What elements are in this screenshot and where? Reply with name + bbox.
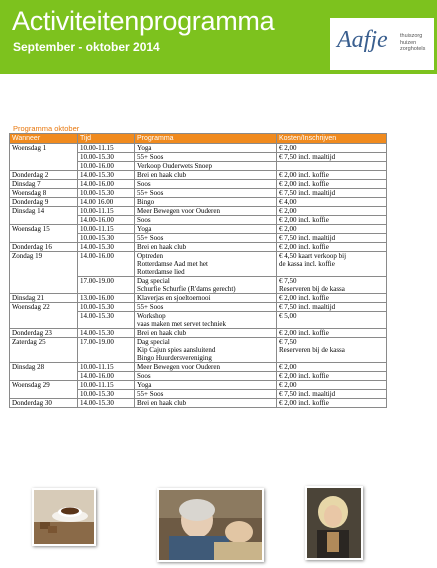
cell-cost: € 7,50 incl. maaltijd	[277, 153, 387, 162]
cell-wanneer: Woensdag 29	[10, 381, 78, 399]
cell-program: Meer Bewegen voor Ouderen	[135, 363, 277, 372]
logo-tagline: thuiszorg huizen zorghotels	[400, 33, 426, 52]
cell-wanneer: Donderdag 23	[10, 329, 78, 338]
cell-wanneer: Zondag 19	[10, 252, 78, 294]
table-row	[10, 144, 387, 153]
cell-program: Brei en haak club	[135, 329, 277, 338]
table-row	[10, 198, 387, 207]
cell-wanneer: Donderdag 16	[10, 243, 78, 252]
cell-cost: € 2,00 incl. koffie	[277, 171, 387, 180]
table-row	[10, 381, 387, 390]
cell-time: 10.00-11.15	[78, 363, 135, 372]
column-header-programma: Programma	[135, 134, 277, 144]
cell-program: Soos	[135, 216, 277, 225]
cell-program: Soos	[135, 180, 277, 189]
cell-time: 17.00-19.00	[78, 277, 135, 294]
cell-wanneer: Woensdag 8	[10, 189, 78, 198]
logo-wordmark: Aafje	[337, 27, 388, 53]
cell-cost: € 7,50 incl. maaltijd	[277, 234, 387, 243]
cell-time: 10.00-15.30	[78, 153, 135, 162]
cell-time: 14.00-16.00	[78, 372, 135, 381]
cell-program: Workshop vaas maken met servet techniek	[135, 312, 277, 329]
cell-wanneer: Dinsdag 14	[10, 207, 78, 225]
cell-cost: € 2,00 incl. koffie	[277, 216, 387, 225]
table-row	[10, 225, 387, 234]
cell-program: Dag special Schurfie Schurfie (R'dams gerecht)	[135, 277, 277, 294]
cell-time: 14.00-15.30	[78, 243, 135, 252]
cell-program: Dag special Kip Cajun spies aansluitend Bingo Huurdersvereniging	[135, 338, 277, 363]
page-title: Activiteitenprogramma	[12, 6, 275, 36]
column-header-wanneer: Wanneer	[10, 134, 78, 144]
cell-program: Yoga	[135, 144, 277, 153]
program-table	[9, 133, 387, 408]
cell-program: Yoga	[135, 381, 277, 390]
aafje-logo	[330, 18, 434, 70]
header-banner	[0, 0, 437, 74]
cell-time: 14.00-16.00	[78, 252, 135, 277]
table-row	[10, 189, 387, 198]
cell-time: 10.00-11.15	[78, 381, 135, 390]
table-row	[10, 207, 387, 216]
singer-photo	[305, 486, 363, 560]
cell-time: 14.00-15.30	[78, 312, 135, 329]
table-row	[10, 294, 387, 303]
cell-cost: € 2,00	[277, 144, 387, 153]
cell-time: 10.00-11.15	[78, 207, 135, 216]
cell-time: 14.00-15.30	[78, 171, 135, 180]
cell-time: 13.00-16.00	[78, 294, 135, 303]
table-row	[10, 303, 387, 312]
cell-time: 10.00-15.30	[78, 390, 135, 399]
table-row	[10, 252, 387, 277]
cell-program: Brei en haak club	[135, 171, 277, 180]
cell-time: 10.00-15.30	[78, 303, 135, 312]
cell-cost: € 2,00 incl. koffie	[277, 180, 387, 189]
table-row	[10, 338, 387, 363]
cell-wanneer: Dinsdag 7	[10, 180, 78, 189]
cell-program: Optreden Rotterdamse Aad met het Rotterdamse lied	[135, 252, 277, 277]
cell-wanneer: Woensdag 1	[10, 144, 78, 171]
cell-cost: € 2,00 incl. koffie	[277, 372, 387, 381]
cell-program: Yoga	[135, 225, 277, 234]
cell-wanneer: Woensdag 15	[10, 225, 78, 243]
cell-cost: € 4,50 kaart verkoop bij de kassa incl. koffie	[277, 252, 387, 277]
cell-cost: € 2,00 incl. koffie	[277, 329, 387, 338]
cell-wanneer: Dinsdag 28	[10, 363, 78, 381]
cell-cost: € 7,50 Reserveren bij de kassa	[277, 277, 387, 294]
table-row	[10, 180, 387, 189]
cell-time: 14.00-16.00	[78, 180, 135, 189]
cell-wanneer: Dinsdag 21	[10, 294, 78, 303]
cell-program: Brei en haak club	[135, 243, 277, 252]
column-header-tijd: Tijd	[78, 134, 135, 144]
cell-cost: € 2,00	[277, 381, 387, 390]
table-header-row	[10, 134, 387, 144]
cell-cost: € 2,00	[277, 225, 387, 234]
table-row	[10, 171, 387, 180]
cell-program: Meer Bewegen voor Ouderen	[135, 207, 277, 216]
cell-cost: € 7,50 Reserveren bij de kassa	[277, 338, 387, 363]
cell-cost: € 5,00	[277, 312, 387, 329]
cell-cost: € 2,00 incl. koffie	[277, 399, 387, 408]
section-title: Programma oktober	[13, 124, 80, 133]
cell-time: 10.00-15.30	[78, 234, 135, 243]
cell-cost: € 2,00 incl. koffie	[277, 294, 387, 303]
cell-program: 55+ Soos	[135, 189, 277, 198]
page-subtitle: September - oktober 2014	[13, 40, 160, 54]
cell-program: 55+ Soos	[135, 153, 277, 162]
table-body	[10, 144, 387, 408]
cell-time: 10.00-15.30	[78, 189, 135, 198]
elderly-bingo-photo	[157, 488, 264, 562]
cell-cost: € 2,00	[277, 207, 387, 216]
cell-program: 55+ Soos	[135, 390, 277, 399]
cell-wanneer: Woensdag 22	[10, 303, 78, 329]
cell-program: Bingo	[135, 198, 277, 207]
cell-time: 10.00-11.15	[78, 144, 135, 153]
cell-time: 17.00-19.00	[78, 338, 135, 363]
cell-time: 10.00-11.15	[78, 225, 135, 234]
cell-program: Soos	[135, 372, 277, 381]
cell-cost: € 7,50 incl. maaltijd	[277, 189, 387, 198]
cell-time: 10.00-16.00	[78, 162, 135, 171]
cell-program: Brei en haak club	[135, 399, 277, 408]
cell-wanneer: Donderdag 9	[10, 198, 78, 207]
cell-cost: € 4,00	[277, 198, 387, 207]
cell-wanneer: Zaterdag 25	[10, 338, 78, 363]
cell-time: 14.00-16.00	[78, 216, 135, 225]
cell-cost: € 7,50 incl. maaltijd	[277, 390, 387, 399]
cell-program: Klaverjas en sjoeltoernooi	[135, 294, 277, 303]
cell-cost	[277, 162, 387, 171]
cell-cost: € 7,50 incl. maaltijd	[277, 303, 387, 312]
cell-wanneer: Donderdag 30	[10, 399, 78, 408]
cell-cost: € 2,00 incl. koffie	[277, 243, 387, 252]
cell-time: 14.00 16.00	[78, 198, 135, 207]
cell-program: 55+ Soos	[135, 303, 277, 312]
coffee-photo	[32, 488, 96, 546]
cell-time: 14.00-15.30	[78, 399, 135, 408]
cell-program: Verkoop Ouderwets Snoep	[135, 162, 277, 171]
cell-wanneer: Donderdag 2	[10, 171, 78, 180]
table-row	[10, 363, 387, 372]
cell-cost: € 2,00	[277, 363, 387, 372]
table-row	[10, 399, 387, 408]
column-header-kosten: Kosten/Inschrijven	[277, 134, 387, 144]
cell-time: 14.00-15.30	[78, 329, 135, 338]
table-row	[10, 243, 387, 252]
table-row	[10, 329, 387, 338]
cell-program: 55+ Soos	[135, 234, 277, 243]
